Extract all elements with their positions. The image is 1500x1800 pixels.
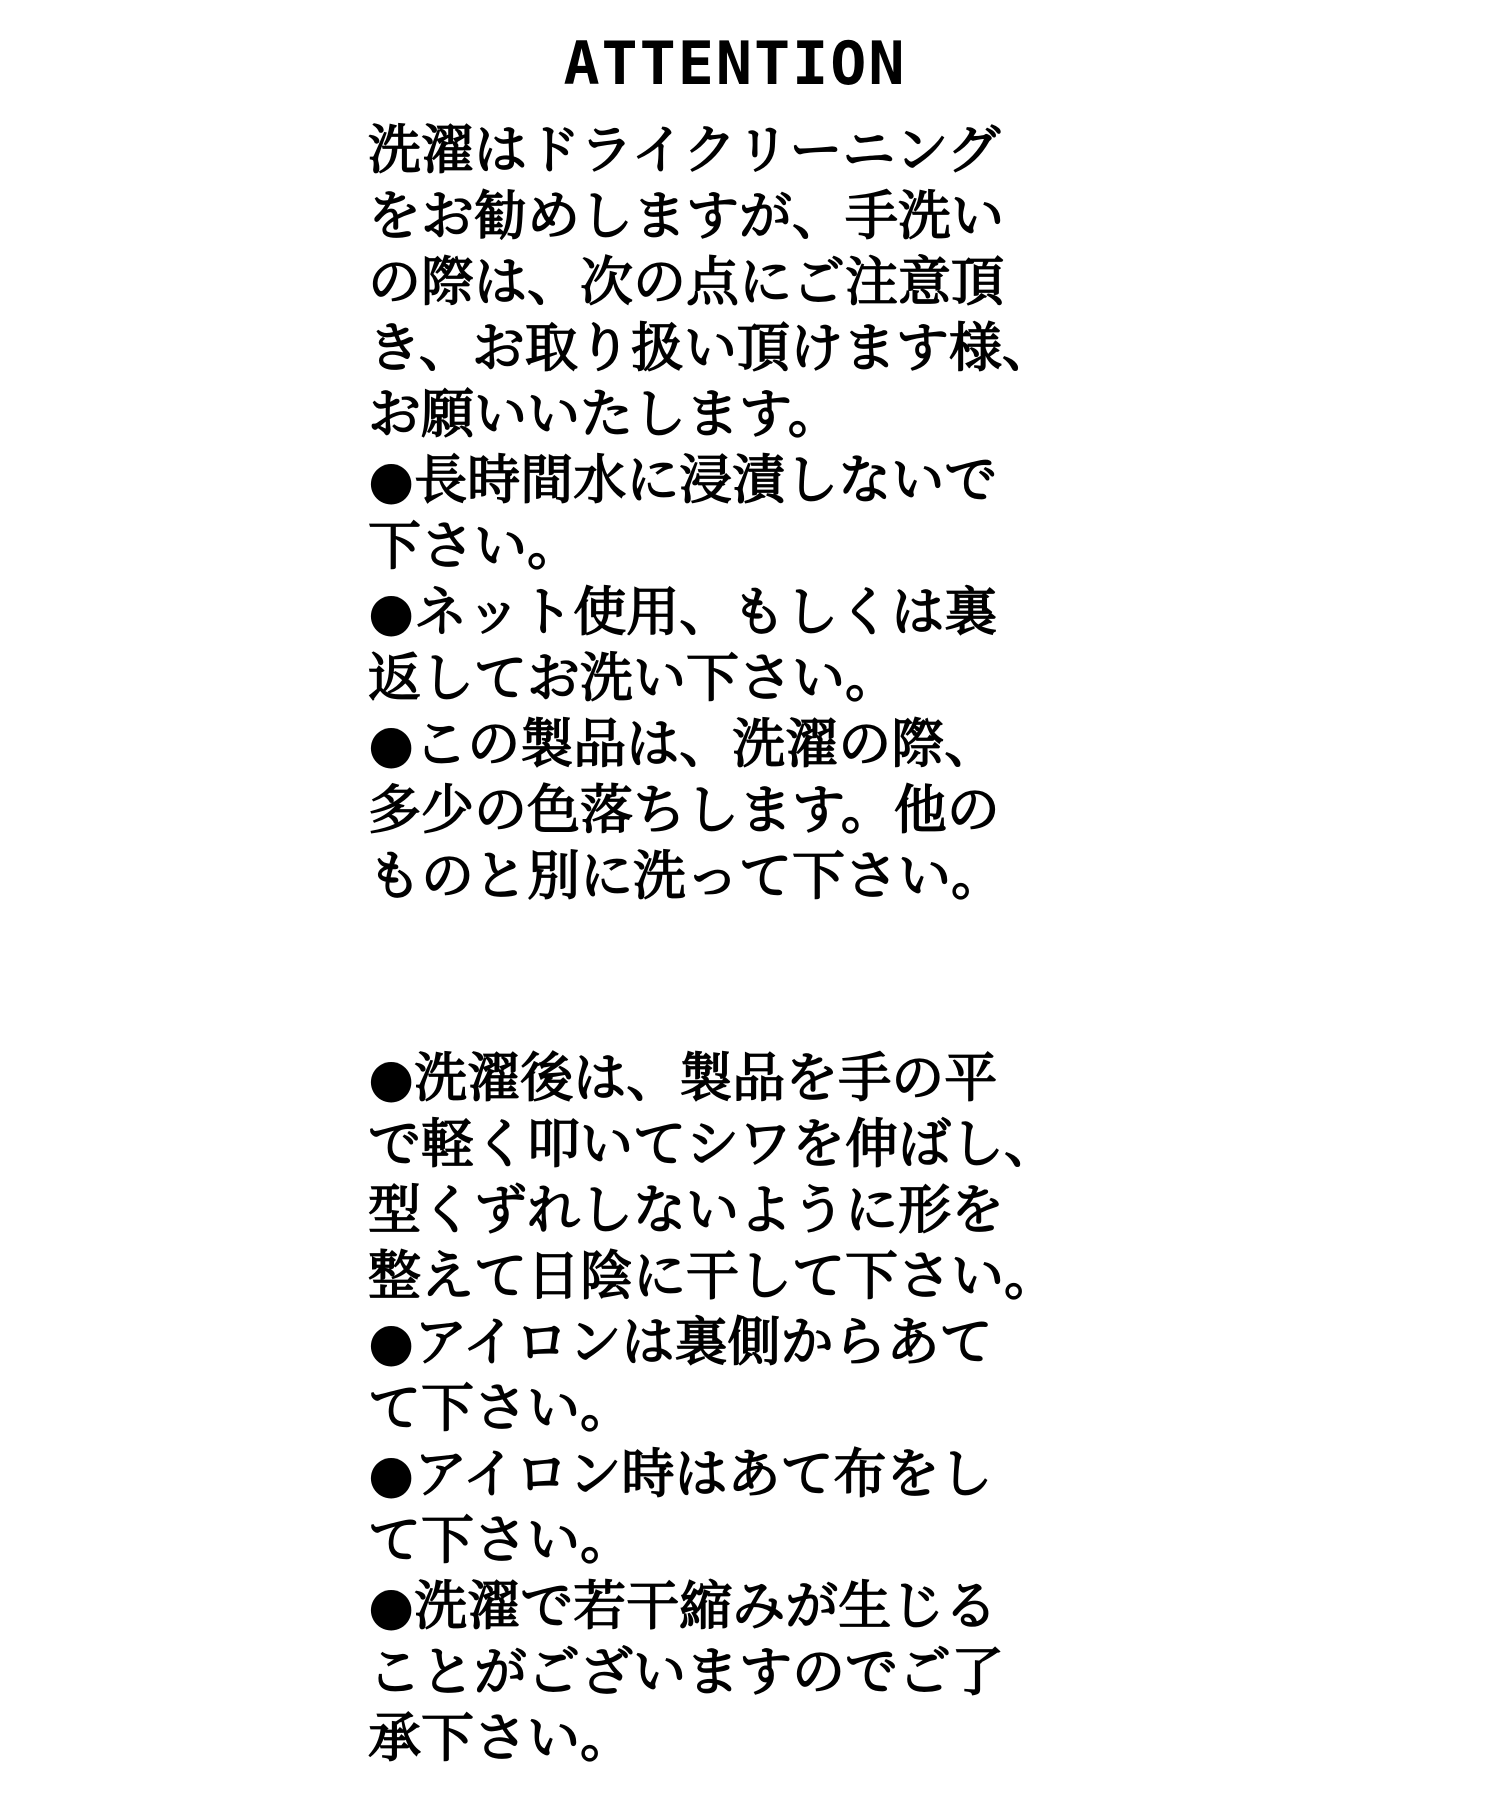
text-line: て下さい。	[368, 1378, 633, 1439]
text-line: お願いいたします。	[368, 384, 841, 445]
bullet-line: ●アイロンは裏側からあて	[368, 1312, 993, 1373]
bullet-line: ●長時間水に浸漬しないで	[368, 450, 998, 511]
text-line: 下さい。	[368, 516, 580, 577]
care-instructions-section-2	[368, 1046, 1128, 1772]
text-line: ことがございますのでご了	[368, 1642, 1004, 1703]
text-line: 整えて日陰に干して下さい。	[368, 1246, 1057, 1307]
text-line: 承下さい。	[368, 1708, 633, 1769]
bullet-line: ●洗濯後は、製品を手の平	[368, 1048, 998, 1109]
bullet-line: ●ネット使用、もしくは裏	[368, 582, 998, 643]
text-line: 多少の色落ちします。他の	[368, 780, 1000, 841]
bullet-line: ●この製品は、洗濯の際、	[368, 714, 998, 775]
text-line: の際は、次の点にご注意頂	[368, 252, 1004, 313]
attention-heading: ATTENTION	[563, 29, 907, 99]
text-line: 型くずれしないように形を	[368, 1180, 1004, 1241]
bullet-line: ●アイロン時はあて布をし	[368, 1444, 993, 1505]
text-line: 返してお洗い下さい。	[368, 648, 898, 709]
text-line: で軽く叩いてシワを伸ばし、	[368, 1114, 1057, 1175]
text-line: 洗濯はドライクリーニング	[368, 120, 1001, 181]
bullet-line: ●洗濯で若干縮みが生じる	[368, 1576, 998, 1637]
care-instructions-section-1	[368, 118, 1128, 910]
text-line: をお勧めしますが、手洗い	[368, 186, 1004, 247]
text-line: き、お取り扱い頂けます様、	[368, 318, 1055, 379]
text-line: て下さい。	[368, 1510, 633, 1571]
text-line: ものと別に洗って下さい。	[368, 846, 1004, 907]
